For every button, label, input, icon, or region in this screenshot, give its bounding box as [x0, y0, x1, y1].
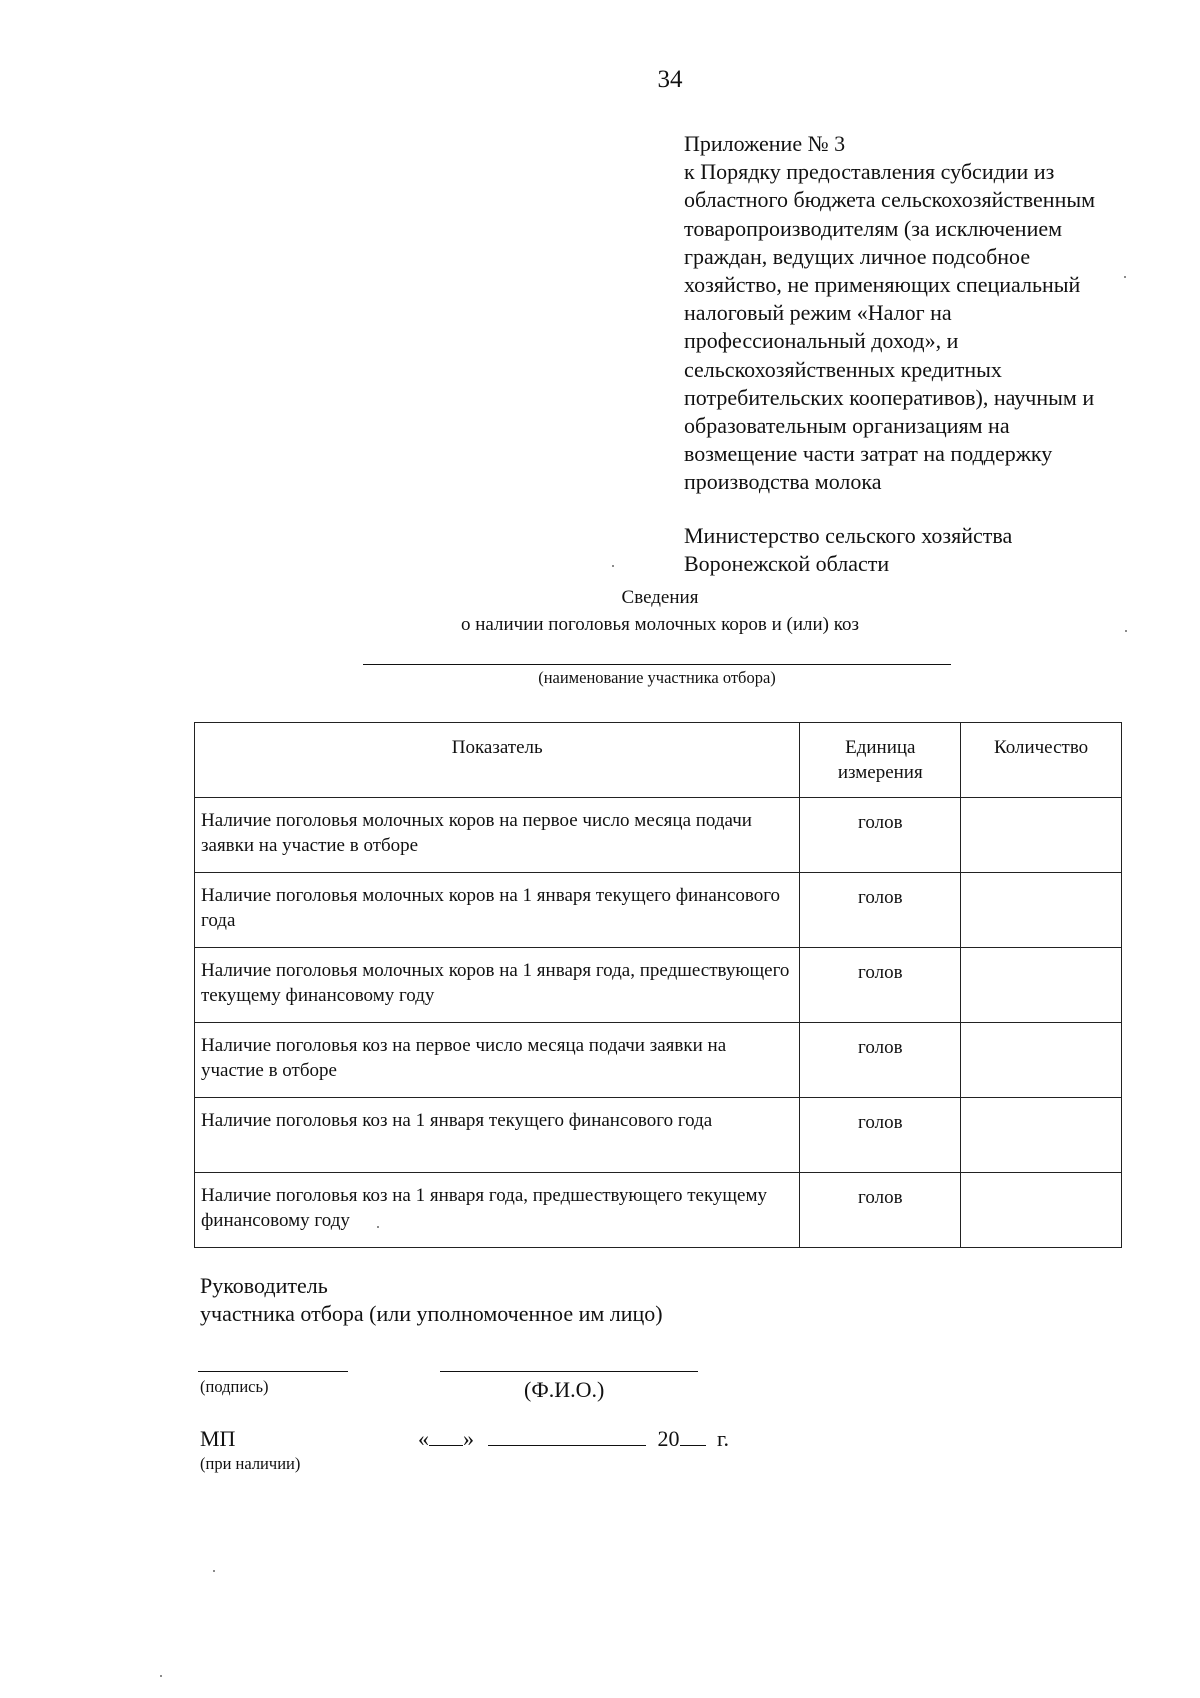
scan-speck: [213, 1570, 215, 1572]
date-year-blank[interactable]: [680, 1427, 706, 1446]
fio-line[interactable]: [440, 1371, 698, 1372]
stamp-note: (при наличии): [200, 1454, 301, 1473]
cell-quantity[interactable]: [961, 948, 1122, 1023]
table-row: [195, 1098, 1122, 1173]
appendix-line: производства молока: [684, 469, 882, 495]
table-header-row: [195, 723, 1122, 798]
appendix-line: потребительских кооперативов), научным и: [684, 384, 1095, 410]
cell-quantity[interactable]: [961, 873, 1122, 948]
table-row: [195, 1023, 1122, 1098]
appendix-line: налоговый режим «Налог на: [684, 300, 952, 326]
table-row: [195, 798, 1122, 873]
appendix-line: образовательным организациям на: [684, 413, 1010, 439]
scan-speck: [1124, 276, 1126, 278]
cell-quantity[interactable]: [961, 798, 1122, 873]
fio-caption: (Ф.И.О.): [524, 1377, 605, 1402]
cell-indicator: Наличие поголовья коз на первое число месяца подачи заявки на участие в отборе: [195, 1023, 800, 1098]
ministry-line: Министерство сельского хозяйства: [684, 523, 1013, 548]
cell-indicator: Наличие поголовья молочных коров на первое число месяца подачи заявки на участие в отборе: [195, 798, 800, 873]
cell-unit: голов: [800, 1023, 961, 1098]
participant-name-caption: (наименование участника отбора): [538, 668, 776, 687]
ministry-line: Воронежской области: [684, 551, 890, 576]
table-row: [195, 1173, 1122, 1248]
cell-quantity[interactable]: [961, 1173, 1122, 1248]
cell-indicator: Наличие поголовья коз на 1 января текущего финансового года: [195, 1098, 800, 1173]
appendix-line: возмещение части затрат на поддержку: [684, 441, 1053, 467]
table-row: [195, 873, 1122, 948]
document-subtitle: о наличии поголовья молочных коров и (или) коз: [460, 614, 860, 635]
date-day-blank[interactable]: [429, 1427, 463, 1446]
date-month-blank[interactable]: [488, 1427, 646, 1446]
date-year-prefix: 20: [657, 1426, 680, 1451]
table-row: [195, 948, 1122, 1023]
appendix-line: профессиональный доход», и: [684, 328, 959, 354]
signature-caption: (подпись): [200, 1377, 269, 1396]
cell-unit: голов: [800, 1098, 961, 1173]
cell-quantity[interactable]: [961, 1098, 1122, 1173]
appendix-line: сельскохозяйственных кредитных: [684, 356, 1002, 382]
appendix-line: Приложение № 3: [684, 131, 846, 156]
cell-unit: голов: [800, 873, 961, 948]
scan-speck: [377, 1226, 379, 1228]
appendix-line: областного бюджета сельскохозяйственным: [684, 187, 1096, 213]
head-title: Руководитель: [200, 1273, 328, 1298]
header-indicator: Показатель: [195, 723, 800, 798]
appendix-line: товаропроизводителям (за исключением: [684, 215, 1063, 241]
cell-indicator: Наличие поголовья коз на 1 января года, предшествующего текущему финансовому году: [195, 1173, 800, 1248]
document-title: Сведения: [621, 587, 699, 608]
scan-speck: [160, 1675, 162, 1677]
appendix-line: граждан, ведущих личное подсобное: [684, 243, 1031, 269]
appendix-line: хозяйство, не применяющих специальный: [684, 272, 1081, 298]
cell-unit: голов: [800, 798, 961, 873]
scan-speck: [1125, 630, 1127, 632]
cell-indicator: Наличие поголовья молочных коров на 1 января года, предшествующего текущему финансовому году: [195, 948, 800, 1023]
scan-speck: [612, 565, 614, 567]
ministry-block: [684, 522, 1184, 578]
cell-unit: голов: [800, 948, 961, 1023]
cell-indicator: Наличие поголовья молочных коров на 1 января текущего финансового года: [195, 873, 800, 948]
cell-quantity[interactable]: [961, 1023, 1122, 1098]
date-field: [418, 1426, 729, 1452]
appendix-block: [684, 130, 1184, 497]
page-number: 34: [657, 66, 683, 93]
stamp-label: МП: [200, 1426, 236, 1451]
participant-name-line: [363, 664, 951, 665]
signature-line[interactable]: [198, 1371, 348, 1372]
head-subtitle: участника отбора (или уполномоченное им лицо): [200, 1301, 663, 1326]
cell-unit: голов: [800, 1173, 961, 1248]
date-open-quote: «: [418, 1426, 429, 1451]
head-signature-block: [200, 1272, 663, 1328]
appendix-line: к Порядку предоставления субсидии из: [684, 159, 1055, 185]
header-quantity: Количество: [961, 723, 1122, 798]
date-close-quote: »: [463, 1426, 474, 1451]
header-unit: Единица измерения: [800, 723, 961, 798]
livestock-table: [194, 722, 1122, 1248]
date-year-suffix: г.: [717, 1426, 730, 1451]
